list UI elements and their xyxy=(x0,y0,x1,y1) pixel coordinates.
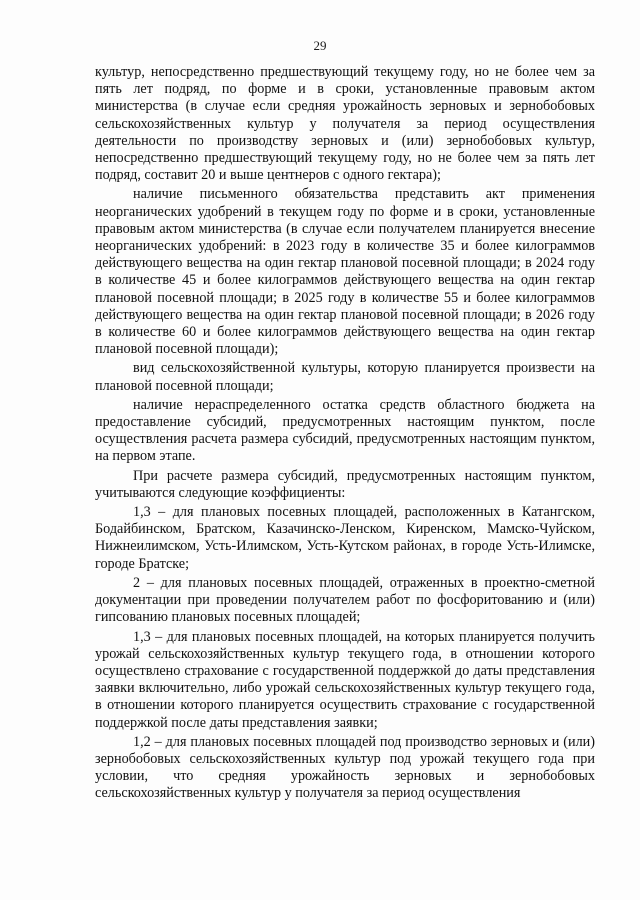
paragraph: 1,2 – для плановых посевных площадей под производство зерновых и (или) зернобобовых сельскохозяйственных культур под урожай текущего года при условии, что средняя урожайность зерновых и зернобобовых сельскохозяйственных культур у получателя за период осуществления xyxy=(95,733,595,802)
paragraph: 1,3 – для плановых посевных площадей, расположенных в Катангском, Бодайбинском, Братском, Казачинско-Ленском, Киренском, Мамско-Чуйском, Нижнеилимском, Усть-Илимском, Усть-Кутском районах, в городе Усть-Илимске, городе Братске; xyxy=(95,504,595,572)
document-body xyxy=(95,64,595,805)
paragraph: 1,3 – для плановых посевных площадей, на которых планируется получить урожай сельскохозяйственных культур текущего года, в отношении которого осуществлено страхование с государственной поддержкой до даты представления заявки включительно, либо урожай сельскохозяйственных культур текущего года, в отношении которого планируется осуществить страхование с государственной поддержкой после даты представления заявки; xyxy=(95,628,595,731)
page-number: 29 xyxy=(313,38,327,53)
paragraph: При расчете размера субсидий, предусмотренных настоящим пунктом, учитываются следующие коэффициенты: xyxy=(95,467,595,501)
paragraph: вид сельскохозяйственной культуры, которую планируется произвести на плановой посевной площади; xyxy=(95,360,595,394)
paragraph: культур, непосредственно предшествующий текущему году, но не более чем за пять лет подряд, по форме и в сроки, установленные правовым актом министерства (в случае если средняя урожайность зерновых и зернобобовых сельскохозяйственных культур у получателя за период осуществления деятельности по производству зерновых и (или) зернобобовых культур, непосредственно предшествующий текущему году, но не более чем за пять лет подряд, составит 20 и выше центнеров с одного гектара); xyxy=(95,64,595,184)
paragraph: наличие письменного обязательства представить акт применения неорганических удобрений в текущем году по форме и в сроки, установленные правовым актом министерства (в случае если получателем планируется внесение неорганических удобрений: в 2023 году в количестве 35 и более килограммов действующего вещества на один гектар плановой посевной площади; в 2024 году в количестве 45 и более килограммов действующего вещества на один гектар плановой посевной площади; в 2025 году в количестве 55 и более килограммов действующего вещества на один гектар плановой посевной площади; в 2026 году в количестве 60 и более килограммов действующего вещества на один гектар плановой посевной площади); xyxy=(95,186,595,358)
paragraph: наличие нераспределенного остатка средств областного бюджета на предоставление субсидий, предусмотренных настоящим пунктом, после осуществления расчета размера субсидий, предусмотренных настоящим пунктом, на первом этапе. xyxy=(95,396,595,465)
paragraph: 2 – для плановых посевных площадей, отраженных в проектно-сметной документации при проведении получателем работ по фосфоритованию и (или) гипсованию плановых посевных площадей; xyxy=(95,574,595,626)
